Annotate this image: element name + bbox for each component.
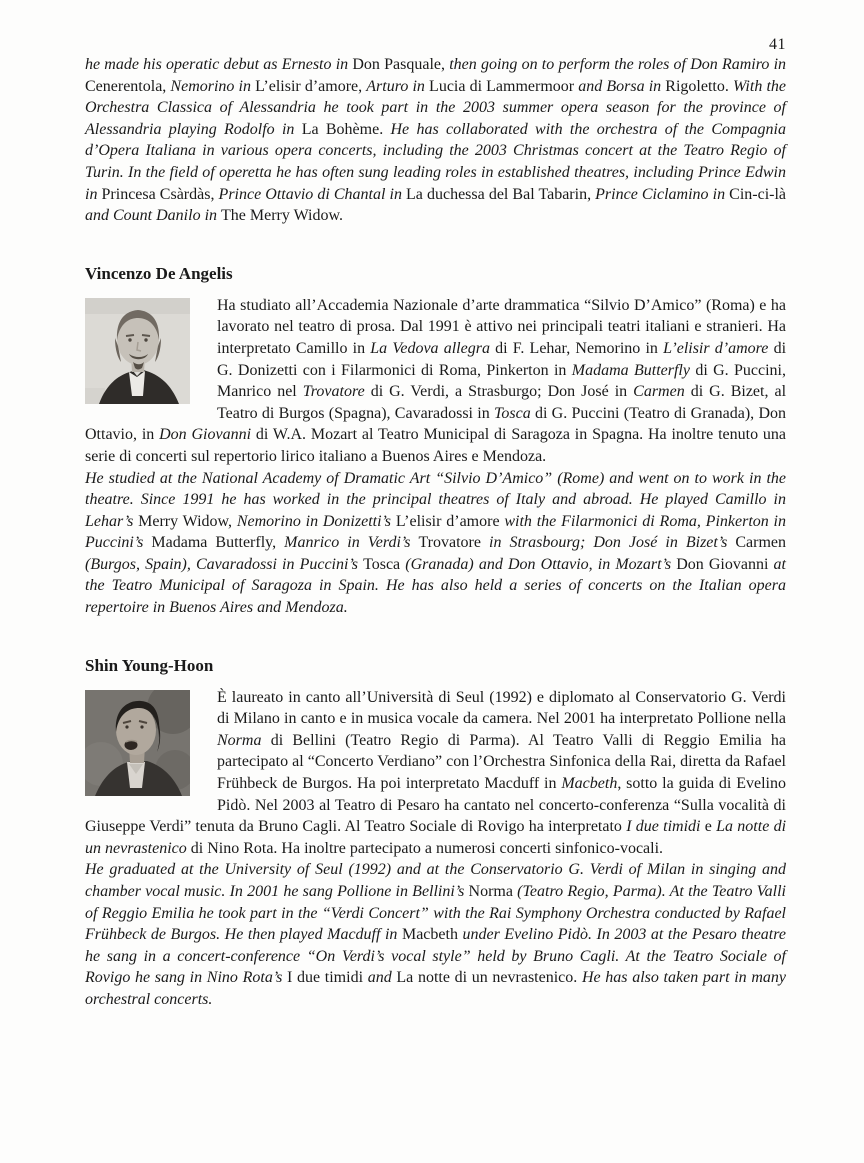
intro-paragraph [85, 54, 786, 227]
roman-text-run: di G. Donizetti con i Filarmonici di Roma, Pinkerton in [217, 339, 787, 379]
italic-text-run: (Granada) and Don Ottavio, in Mozart’s [405, 555, 677, 573]
italic-text-run: Norma [217, 731, 271, 749]
bio-heading-shin-young-hoon: Shin Young-Hoon [85, 655, 214, 675]
vincenzo-de-angelis-photo [85, 298, 190, 404]
italic-text-run: and Borsa in [578, 77, 666, 95]
roman-text-run: La notte di un nevrastenico. [396, 969, 582, 987]
italic-text-run: I due timidi [626, 818, 705, 836]
roman-text-run: di Nino Rota. Ha inoltre partecipato a numerosi concerti sinfonico-vocali. [190, 839, 664, 857]
roman-text-run: La duchessa del Bal Tabarin, [406, 185, 596, 203]
roman-text-run: Trovatore [418, 534, 489, 552]
roman-text-run: Madama Butterfly, [151, 534, 285, 552]
italic-text-run: Prince Ciclamino in [595, 185, 730, 203]
italic-text-run: He studied at the National Academy of Dramatic Art “Silvio D’Amico” (Rome) and went on to work in the theatre. Since 1991 he has worked in the principal theatres of Italy and abroad. He played Camillo in Lehar’s [85, 469, 786, 530]
italic-text-run: at the Teatro Municipal of Saragoza in Spain. He has also held a series of concerts on the Italian opera repertoire in Buenos Aires and Mendoza. [85, 555, 786, 617]
shin-young-hoon-photo [85, 690, 190, 796]
italic-text-run: Arturo in [366, 77, 430, 95]
italic-text-run: (Teatro Regio, Parma). At the Teatro Valli of Reggio Emilia he took part in the “Verdi Concert” with the Rai Symphony Orchestra conducted by Rafael Frühbeck de Burgos. He then played Macduff in [85, 883, 786, 944]
italic-text-run: in Strasbourg; Don José in Bizet’s [489, 534, 736, 552]
portrait-image [85, 298, 190, 404]
roman-text-run: Norma [468, 883, 518, 900]
roman-text-run: Rigoletto. [665, 77, 733, 95]
roman-text-run: L’elisir d’amore [395, 512, 505, 530]
italic-text-run: Tosca [493, 404, 535, 422]
roman-text-run: Merry Widow, [138, 512, 237, 530]
roman-text-run: di W.A. Mozart al Teatro Municipal di Saragoza in Spagna. Ha inoltre tenuto una serie di concerti sul repertorio lirico italiano a Buenos Aires e Mendoza. [85, 426, 787, 465]
roman-text-run: La Bohème. [301, 120, 391, 138]
bio-italian-paragraph [85, 295, 786, 468]
roman-text-run: Tosca [363, 555, 406, 573]
roman-text-run: Princesa Csàrdàs, [101, 185, 219, 203]
roman-text-run: di G. Bizet, al Teatro di Burgos (Spagna), Cavaradossi in [217, 383, 787, 422]
bio-italian-paragraph [85, 687, 786, 860]
roman-text-run: Cin-ci-là [729, 185, 787, 203]
italic-text-run: Madama Butterfly [571, 361, 696, 379]
italic-text-run: and [367, 969, 397, 987]
portrait-image [85, 690, 190, 796]
bio-english-paragraph [85, 468, 786, 619]
italic-text-run: Prince Ottavio di Chantal in [218, 185, 407, 203]
italic-text-run: Nemorino in [170, 77, 256, 95]
roman-text-run: Ha studiato all’Accademia Nazionale d’arte drammatica “Silvio D’Amico” (Roma) e ha lavorato nel teatro di prosa. Dal 1991 è attivo nei principali teatri italiani e stranieri. Ha interpretato Camillo in [217, 296, 786, 357]
roman-text-run: di F. Lehar, Nemorino in [495, 339, 664, 357]
italic-text-run: Manrico in Verdi’s [284, 534, 419, 552]
italic-text-run: He has collaborated with the orchestra of the Compagnia d’Opera Italiana in various opera concerts, including the 2003 Christmas concert at the Teatro Regio of Turin. In the field of operetta he has often sung leading roles in established theatres, including Prince Edwin in [85, 120, 786, 203]
italic-text-run: With the Orchestra Classica of Alessandria he took part in the 2003 summer opera season for the province of Alessandria playing Rodolfo in [85, 77, 786, 138]
italic-text-run: La notte di un nevrastenico [85, 818, 787, 857]
italic-text-run: and Count Danilo in [85, 207, 222, 225]
italic-text-run: La Vedova allegra [370, 339, 496, 357]
roman-text-run: Don Pasquale, [352, 56, 450, 73]
roman-text-run: È laureato in canto all’Università di Seul (1992) e diplomato al Conservatorio G. Verdi di Milano in canto e in musica vocale da camera. Nel 2001 ha interpretato Pollione nella [217, 688, 786, 728]
italic-text-run: Trovatore [302, 383, 371, 401]
italic-text-run: He graduated at the University of Seul (1992) and at the Conservatorio G. Verdi of Milan in singing and chamber vocal music. In 2001 he sang Pollione in Bellini’s [85, 861, 786, 900]
roman-text-run: Macbeth [401, 926, 463, 944]
roman-text-run: di Bellini (Teatro Regio di Parma). Al Teatro Valli di Reggio Emilia ha partecipato al “Concerto Verdiano” con l’Orchestra Sinfonica della Rai, diretta da Rafael Frühbeck de Burgos. Ha poi interpretato Macduff in [217, 731, 787, 793]
section-shin-young-hoon [85, 656, 786, 1011]
italic-text-run: Carmen [633, 383, 691, 401]
italic-text-run: he made his operatic debut as Ernesto in [85, 56, 353, 73]
italic-text-run: Don Giovanni [159, 426, 256, 444]
italic-text-run: with the Filarmonici di Roma, Pinkerton in Puccini’s [85, 512, 786, 552]
roman-text-run: Cenerentola, [85, 77, 171, 95]
italic-text-run: Nemorino in Donizetti’s [236, 512, 396, 530]
roman-text-run: Don Giovanni [676, 555, 774, 573]
italic-text-run: L’elisir d’amore [663, 339, 774, 357]
italic-text-run: under Evelino Pidò. In 2003 at the Pesaro theatre he sang in a concert-conference “On Verdi’s vocal style” held by Bruno Cagli. At the Teatro Sociale of Rovigo he sang in Nino Rota’s [85, 926, 786, 987]
italic-text-run: Macbeth [561, 775, 618, 793]
roman-text-run: Carmen [735, 534, 787, 552]
roman-text-run: Lucia di Lammermoor [429, 77, 579, 95]
roman-text-run: e [704, 818, 717, 836]
roman-text-run: di G. Verdi, a Strasburgo; Don José in [370, 383, 634, 401]
italic-text-run: (Burgos, Spain), Cavaradossi in Puccini’s [85, 555, 364, 573]
section-vincenzo-de-angelis [85, 264, 786, 619]
bio-english-paragraph [85, 859, 786, 1010]
page-number: 41 [769, 36, 786, 53]
roman-text-run: di G. Puccini (Teatro di Granada), Don Ottavio, in [85, 404, 786, 444]
roman-text-run: , sotto la guida di Evelino Pidò. Nel 2003 al Teatro di Pesaro ha cantato nel concerto-conferenza “Sulla vocalità di Giuseppe Verdi” tenuta da Bruno Cagli. Al Teatro Sociale di Rovigo ha interpretato [85, 775, 786, 836]
roman-text-run: di G. Puccini, Manrico nel [217, 361, 786, 401]
roman-text-run: The Merry Widow. [221, 207, 344, 225]
italic-text-run: He has also taken part in many orchestral concerts. [85, 969, 787, 1008]
roman-text-run: I due timidi [287, 969, 368, 987]
italic-text-run: then going on to perform the roles of Don Ramiro in [449, 56, 787, 73]
roman-text-run: L’elisir d’amore, [255, 77, 367, 95]
bio-heading-vincenzo-de-angelis: Vincenzo De Angelis [85, 263, 233, 283]
